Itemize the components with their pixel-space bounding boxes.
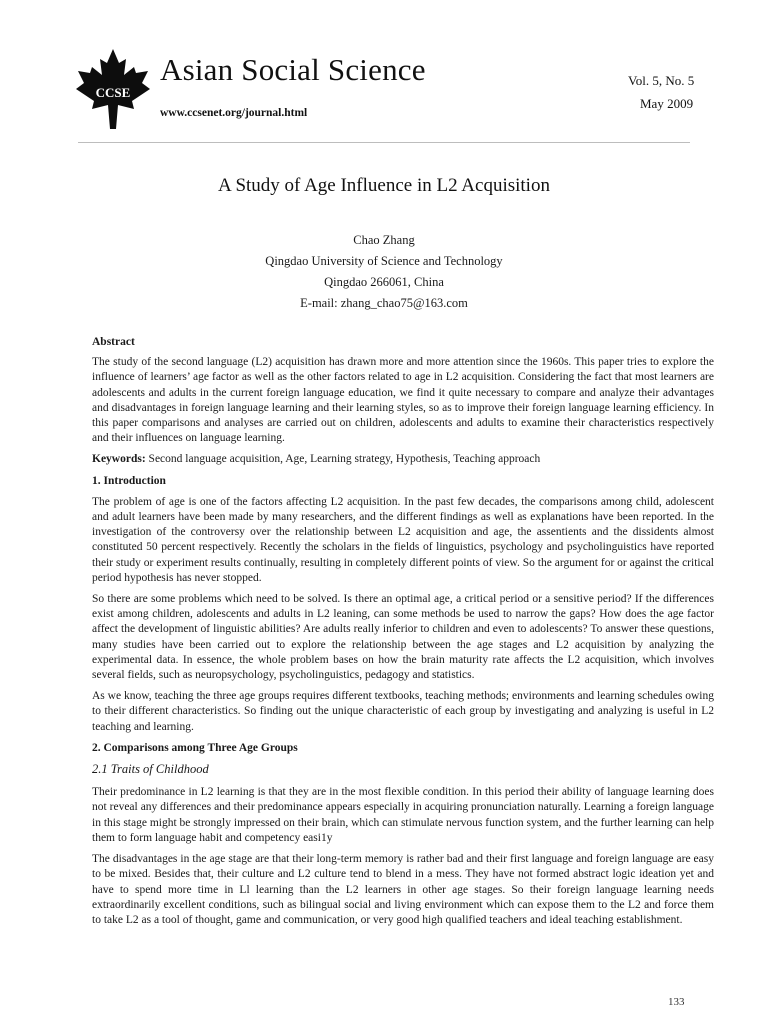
author-block bbox=[0, 230, 768, 314]
childhood-paragraph-1: Their predominance in L2 learning is that they are in the most flexible condition. In this period their ability of language learning does not reveal any differences and their predominance appears especially in acquiring pronunciation naturally. Learning a foreign language in this stage might be strongly impressed on their brain, which can stimulate nervous function system, and the further learning can help them to form language habit and competency easi1y bbox=[92, 786, 714, 844]
intro-paragraph-2: So there are some problems which need to be solved. Is there an optimal age, a critical period or a sensitive period? If the differences exist among children, adolescents and adults in L2 leaning, can some methods be used to narrow the gaps? How does the age factor affect the development of linguistic abilities? Are adults really inferior to children and even to adolescents? To answer these questions, many studies have been carried out to explore the relationship between the age stages and L2 acquisition by analyzing the experimental data. In essence, the whole problem bases on how the brain maturity rate affects the L2 acquisition, which involves several fields, such as neuropsychology, psycholinguistics, pedagogy and statistics. bbox=[92, 593, 714, 682]
issue-date: May 2009 bbox=[640, 96, 694, 111]
childhood-paragraph-2: The disadvantages in the age stage are that their long-term memory is rather bad and their first language and foreign language are easy to be mixed. Besides that, their culture and L2 culture tend to blend in a mess. They have not formed abstract logic ideation yet and have to spend more time in Ll learning than the L2 learners in other age stages. So their foreign language learning needs extraordinarily excellent conditions, such as bilingual social and living environment which can expose them to the L2 and force them to take L2 as a tool of thought, game and communication, or very good high qualified teachers and ideal teaching establishment. bbox=[92, 853, 714, 926]
header-divider bbox=[78, 142, 690, 143]
intro-paragraph-1: The problem of age is one of the factors affecting L2 acquisition. In the past few decades, the comparisons among child, adolescent and adult learners have been made by many researchers, and the different findings as well as explanations have been reported. In the investigation of the controversy over the relationship between L2 acquisition and age, the assentients and the dissidents almost constituted 50 percent respectively. Recently the scholars in the fields of linguistics, psychology and psycholinguistics have reported their study or experiment results continually, resulting in completely different points of view. So the argument for or against the critical period hypothesis has never stopped. bbox=[92, 495, 714, 584]
author-name: Chao Zhang bbox=[353, 233, 415, 247]
author-affiliation: Qingdao University of Science and Technology bbox=[265, 254, 503, 268]
intro-paragraph-3: As we know, teaching the three age groups requires different textbooks, teaching methods; environments and learning schedules owing to their different characteristics. So finding out the unique characteristic of each group by investigating and analyzing is useful in L2 teaching and learning. bbox=[92, 690, 714, 733]
page-number: 133 bbox=[668, 996, 685, 1008]
abstract-heading: Abstract bbox=[92, 336, 135, 348]
author-email[interactable]: E-mail: zhang_chao75@163.com bbox=[300, 296, 468, 310]
abstract-text: The study of the second language (L2) acquisition has drawn more and more attention since the 1960s. This paper tries to explore the influence of learners’ age factor as well as the other factors related to age in L2 acquisition. Considering the fact that most learners are adolescents and adults in the current foreign language education, we find it quite necessary to compare and analyze their advantages and disadvantages in foreign language learning and their learning styles, so as to improve their foreign language learning efficiency. In this paper comparisons and analyses are carried out on children, adolescents and adults to examine their characteristics respectively and their influences on language learning. bbox=[92, 356, 714, 445]
section-heading-comparisons: 2. Comparisons among Three Age Groups bbox=[92, 741, 298, 754]
journal-url[interactable]: www.ccsenet.org/journal.html bbox=[160, 107, 308, 119]
keywords-text: Second language acquisition, Age, Learning strategy, Hypothesis, Teaching approach bbox=[145, 453, 541, 466]
journal-name: Asian Social Science bbox=[160, 52, 426, 87]
logo-text: CCSE bbox=[95, 85, 131, 100]
keywords bbox=[92, 452, 714, 467]
section-heading-introduction: 1. Introduction bbox=[92, 474, 166, 487]
paper-body bbox=[92, 335, 714, 934]
subsection-heading-childhood: 2.1 Traits of Childhood bbox=[92, 762, 209, 777]
maple-leaf-logo bbox=[74, 47, 152, 131]
volume-label: Vol. 5, No. 5 bbox=[628, 73, 695, 88]
author-address: Qingdao 266061, China bbox=[324, 275, 444, 289]
keywords-label: Keywords: bbox=[92, 453, 146, 466]
paper-title: A Study of Age Influence in L2 Acquisition bbox=[218, 175, 550, 196]
